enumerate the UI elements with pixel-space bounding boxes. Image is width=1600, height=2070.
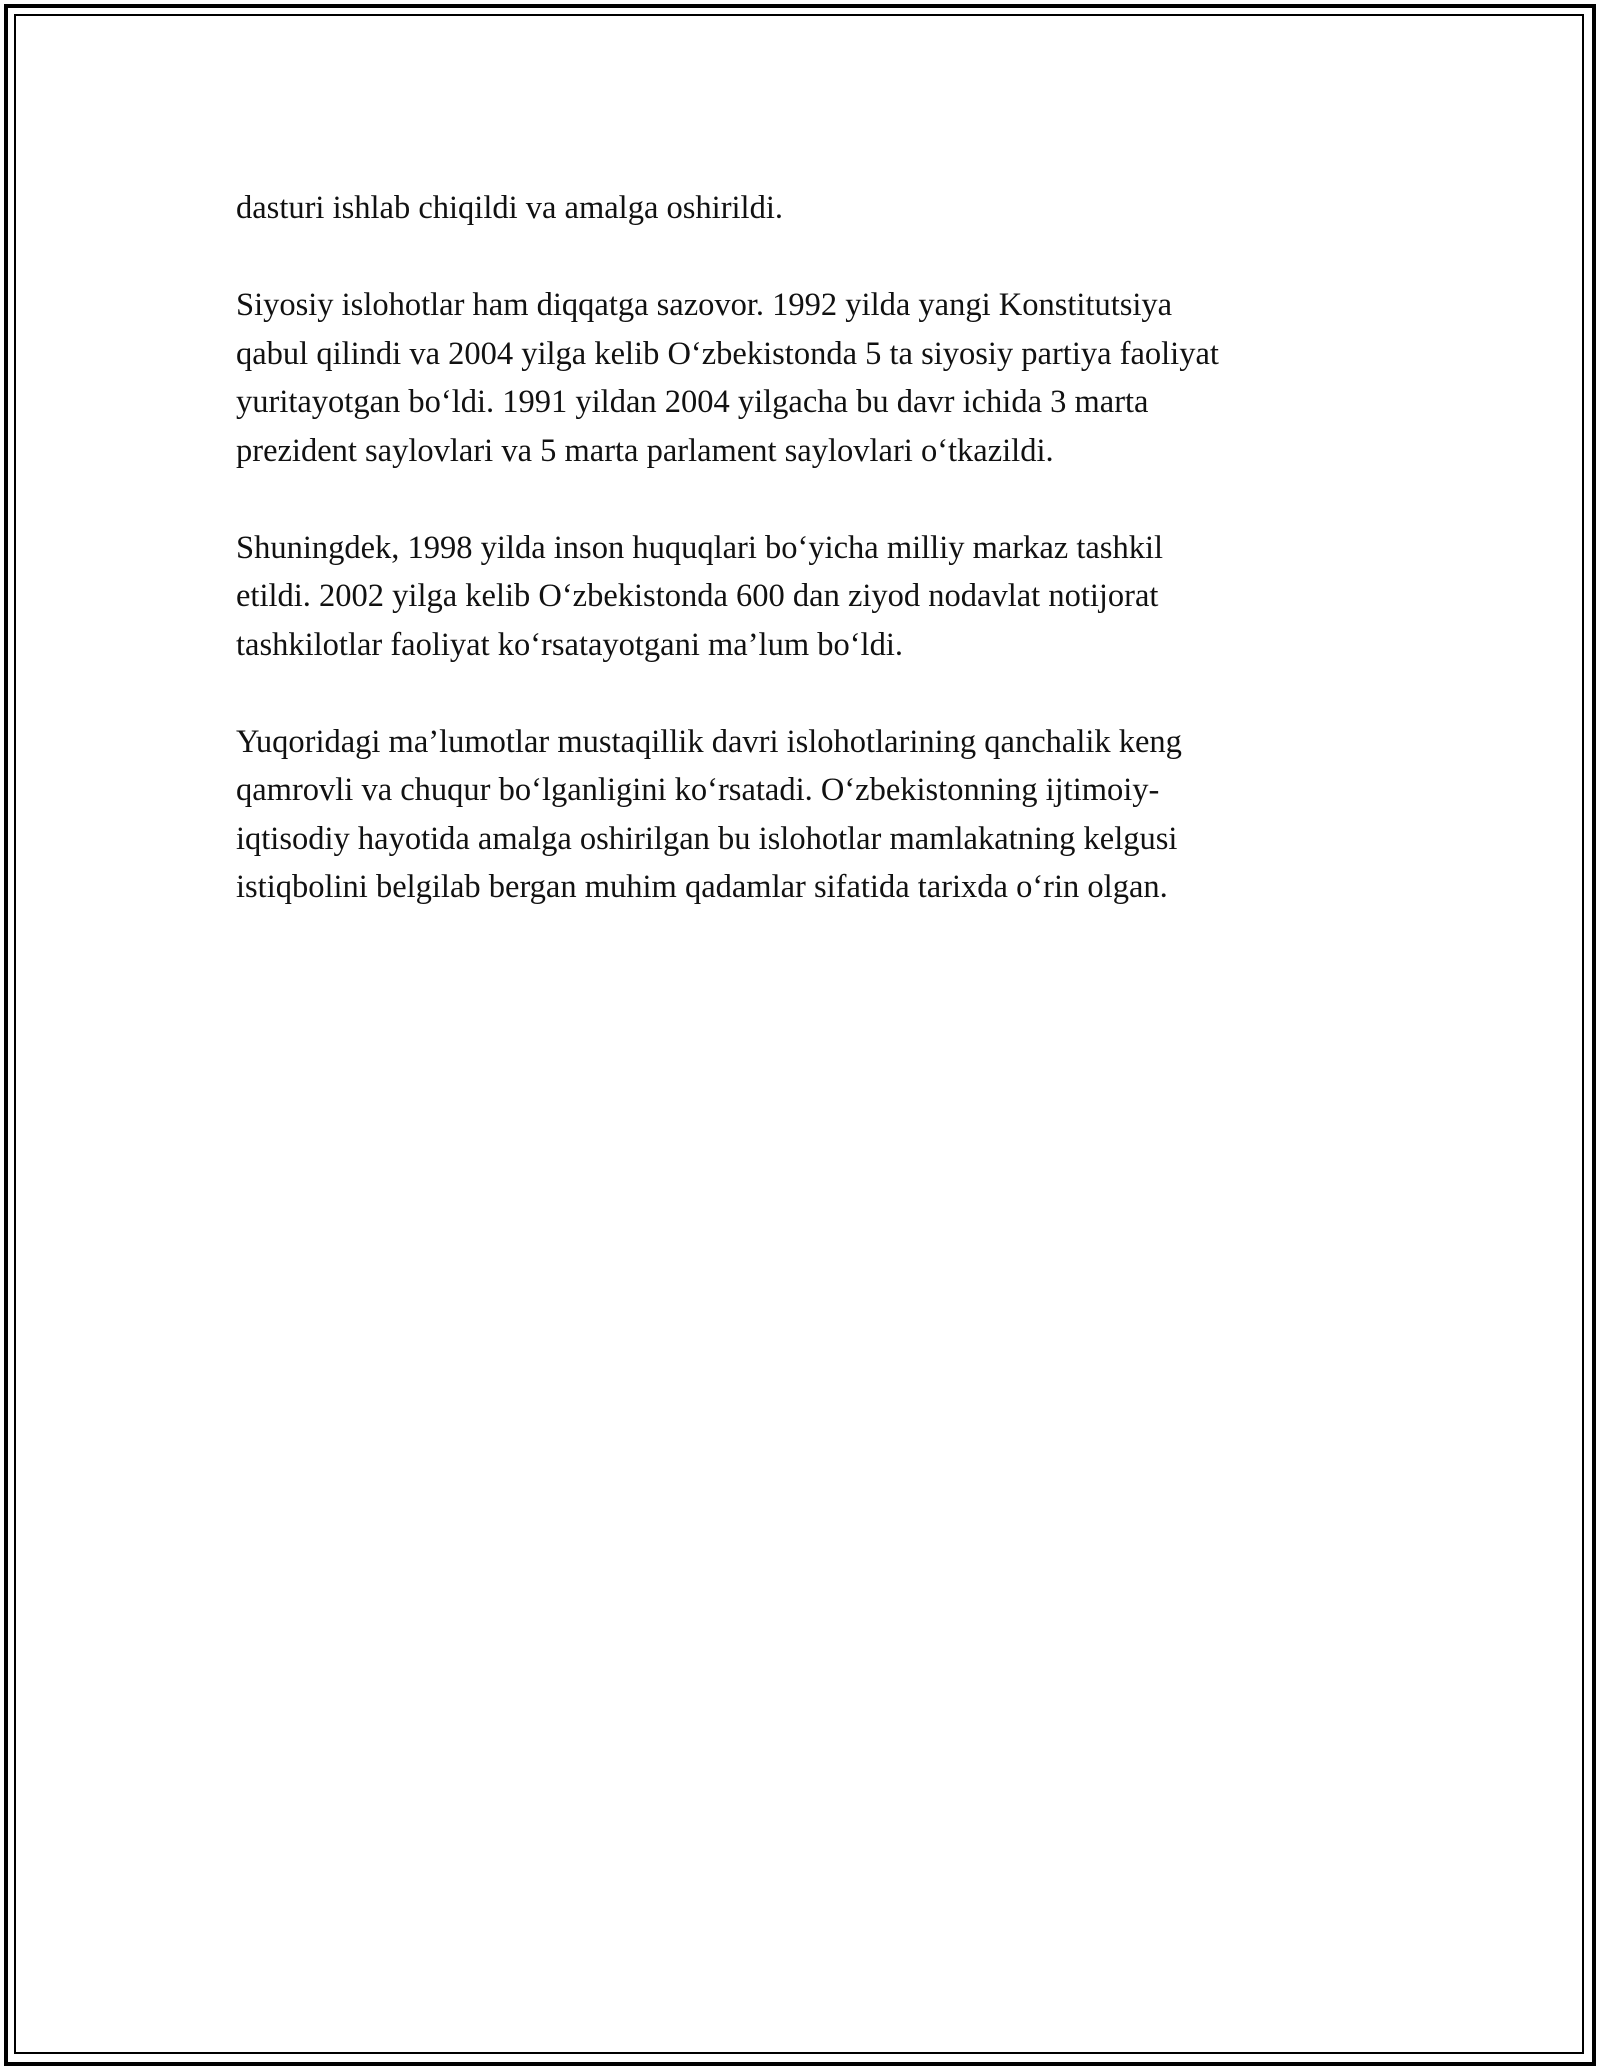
text-line: qabul qilindi va 2004 yilga kelib O‘zbekistonda 5 ta siyosiy partiya faoliyat (236, 335, 1219, 372)
paragraph-2 (236, 281, 1376, 475)
text-line: etildi. 2002 yilga kelib O‘zbekistonda 600 dan ziyod nodavlat notijorat (236, 578, 1159, 614)
text-line: iqtisodiy hayotida amalga oshirilgan bu islohotlar mamlakatning kelgusi (236, 820, 1178, 857)
text-line: qamrovli va chuqur bo‘lganligini ko‘rsatadi. O‘zbekistonning ijtimoiy- (236, 772, 1160, 808)
paragraph-1 (236, 184, 1376, 233)
paragraph-4 (236, 718, 1376, 912)
text-line: Shuningdek, 1998 yilda inson huquqlari bo‘yicha milliy markaz tashkil (236, 529, 1164, 566)
text-line: yuritayotgan bo‘ldi. 1991 yildan 2004 yilgacha bu davr ichida 3 marta (236, 384, 1149, 420)
text-line: dasturi ishlab chiqildi va amalga oshirildi. (236, 190, 783, 226)
text-line: Yuqoridagi ma’lumotlar mustaqillik davri islohotlarining qanchalik keng (236, 723, 1182, 760)
text-line: prezident saylovlari va 5 marta parlament saylovlari o‘tkazildi. (236, 432, 1054, 469)
paragraph-3 (236, 524, 1376, 670)
text-line: istiqbolini belgilab bergan muhim qadamlar sifatida tarixda o‘rin olgan. (236, 869, 1168, 905)
text-line: tashkilotlar faoliyat ko‘rsatayotgani ma’lum bo‘ldi. (236, 626, 903, 663)
document-body (236, 184, 1376, 960)
text-line: Siyosiy islohotlar ham diqqatga sazovor. 1992 yilda yangi Konstitutsiya (236, 287, 1173, 323)
